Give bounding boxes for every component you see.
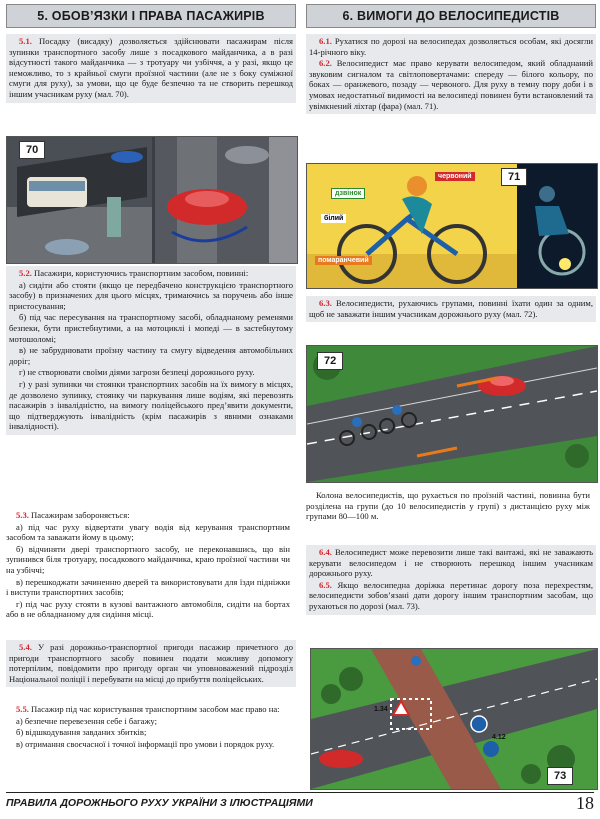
para-5-1 (6, 34, 296, 103)
tag-red-reflector: червоний (435, 172, 475, 181)
figure-71-label: 71 (501, 168, 527, 186)
para-text: Посадку (висадку) дозволяється здійснювати пасажирам після зупинки транспортного засобу лише з посадкового майданчика, а в разі відсутності такого майданчика — з тротуару чи узбіччя, а у разі, якщо це неможливо, то з крайньої смуги проїзної частини (але не з боку суміжної смуги для руху), за умови, що це буде безпечно та не створить перешкод іншим учасникам руху (мал. 70). (9, 36, 294, 99)
para-6-1-6-2 (306, 34, 596, 114)
figure-70 (6, 136, 298, 264)
section-title-5: 5. ОБОВ’ЯЗКИ І ПРАВА ПАСАЖИРІВ (6, 4, 296, 28)
left-column (6, 0, 296, 28)
para-num: 5.4. (19, 642, 32, 652)
para-text: Якщо велосипедна доріжка перетинає дорогу поза перехрестям, велосипедисти зобов’язані дати дорогу іншим транспортним засобам, що рухаються по дорозі (мал. 73). (309, 579, 593, 611)
para-text: Пасажирам забороняється: (31, 510, 130, 520)
para-num: 5.5. (16, 704, 29, 714)
para-text: Пасажир під час користування транспортним засобом має право на: (31, 704, 280, 714)
list-item: б) відчиняти двері транспортного засобу, не переконавшись, що він зупинився біля тротуару, посадкового майданчика, краю проїзної частини чи на узбіччі; (6, 543, 290, 575)
page-number: 18 (576, 793, 594, 813)
figure-71-illustration (307, 164, 597, 288)
tag-white-reflector: білий (321, 214, 346, 223)
book-title: ПРАВИЛА ДОРОЖНЬОГО РУХУ УКРАЇНИ З ІЛЮСТРАЦІЯМИ (6, 797, 313, 809)
figure-70-label: 70 (19, 141, 45, 159)
list-item: в) не забруднювати проїзну частину та смугу відведення автомобільних доріг; (9, 345, 293, 366)
list-item: б) відшкодування завданих збитків; (16, 727, 147, 738)
list-item: а) під час руху відвертати увагу водія від керування транспортним засобом та заважати йому в цьому; (6, 521, 290, 543)
para-text: Велосипедист може перевозити лише такі вантажі, які не заважають керувати велосипедом і не створюють перешкод іншим учасникам дорожнього руху. (309, 547, 593, 579)
page-footer (6, 792, 594, 815)
sign-4-12: 4.12 (492, 734, 506, 741)
list-item: а) безпечне перевезення себе і багажу; (16, 715, 157, 726)
para-text: Пасажири, користуючись транспортним засобом, повинні: (34, 268, 249, 278)
para-text: Колона велосипедистів, що рухається по проїзній частині, повинна бути розділена на групи (до 10 велосипедистів у групі) з дистанцією руху між групами 80—100 м. (306, 490, 590, 522)
figure-73 (310, 648, 598, 790)
figure-71 (306, 163, 598, 289)
para-num: 6.3. (319, 298, 332, 308)
right-column (306, 0, 596, 28)
para-6-4-6-5 (306, 545, 596, 615)
section-title-6: 6. ВИМОГИ ДО ВЕЛОСИПЕДИСТІВ (306, 4, 596, 28)
para-text: Велосипедист має право керувати велосипедом, який обладнаний звуковим сигналом та світлоповертачами: спереду — білого кольору, по боках — оранжевого, позаду — червоного. Для руху в темну пору доби і в умовах недостатньої видимості на велосипеді повинен бути встановлений та увімкнений ліхтар (фара) (мал. 71). (309, 58, 593, 111)
list-item: г) у разі зупинки чи стоянки транспортних засобів на їх вимогу в місцях, де дозволено зупинку, стоянку чи паркування лише водіям, які перевозять пасажирів з інвалідністю, на вимогу поліцейського пред’явити документи, що підтверджують інвалідність (крім пасажирів з явними ознаками інвалідності). (9, 378, 293, 432)
list-item: в) отримання своєчасної і точної інформації про умови і порядок руху. (16, 738, 275, 749)
para-5-4 (6, 640, 296, 687)
para-6-3 (306, 296, 596, 322)
figure-72-label: 72 (317, 352, 343, 370)
tag-bell: дзвінок (331, 188, 365, 199)
para-num: 5.3. (16, 510, 29, 520)
figure-70-illustration (7, 137, 297, 263)
para-5-3 (6, 510, 290, 621)
para-num: 6.1. (319, 36, 332, 46)
list-item: в) перешкоджати зачиненню дверей та використовувати для їзди підніжки і виступи транспортних засобів; (6, 576, 290, 598)
para-5-2 (6, 266, 296, 435)
para-num: 6.5. (319, 579, 332, 590)
tag-orange-reflector: помаранчевий (315, 256, 372, 265)
sign-1-34: 1.34 (374, 706, 388, 713)
para-6-3-continued (306, 490, 590, 523)
figure-73-label: 73 (547, 767, 573, 785)
list-item: б) під час пересування на транспортному засобі, обладнаному ременями безпеки, бути пристебнутими, а на мотоциклі і мопеді — в застебнутому мотошоломі; (9, 312, 293, 344)
para-num: 5.1. (19, 36, 32, 46)
para-num: 6.2. (319, 58, 332, 69)
list-item: а) сидіти або стояти (якщо це передбачено конструкцією транспортного засобу) в призначених для цього місцях, тримаючись за поручень або інше пристосування; (9, 279, 293, 311)
list-item: г) не створювати своїми діями загрози безпеці дорожнього руху. (19, 367, 255, 378)
para-num: 6.4. (319, 547, 332, 557)
figure-72 (306, 345, 598, 483)
figure-72-illustration (307, 346, 597, 482)
list-item: г) під час руху стояти в кузові вантажного автомобіля, сидіти на бортах або в не обладнаному для сидіння місці. (6, 598, 290, 620)
para-text: У разі дорожньо-транспортної пригоди пасажир причетного до пригоди транспортного засобу повинен подати можливу допомогу потерпілим, повідомити про пригоду орган чи уповноважений підрозділ Національної поліції і перебувати на місці до прибуття поліцейських. (9, 642, 293, 684)
para-text: Велосипедисти, рухаючись групами, повинні їхати один за одним, щоб не заважати іншим учасникам дорожнього руху (мал. 72). (309, 298, 593, 319)
para-num: 5.2. (19, 268, 32, 278)
para-text: Рухатися по дорозі на велосипедах дозволяється особам, які досягли 14-річного віку. (309, 36, 593, 57)
para-5-5 (6, 704, 290, 750)
